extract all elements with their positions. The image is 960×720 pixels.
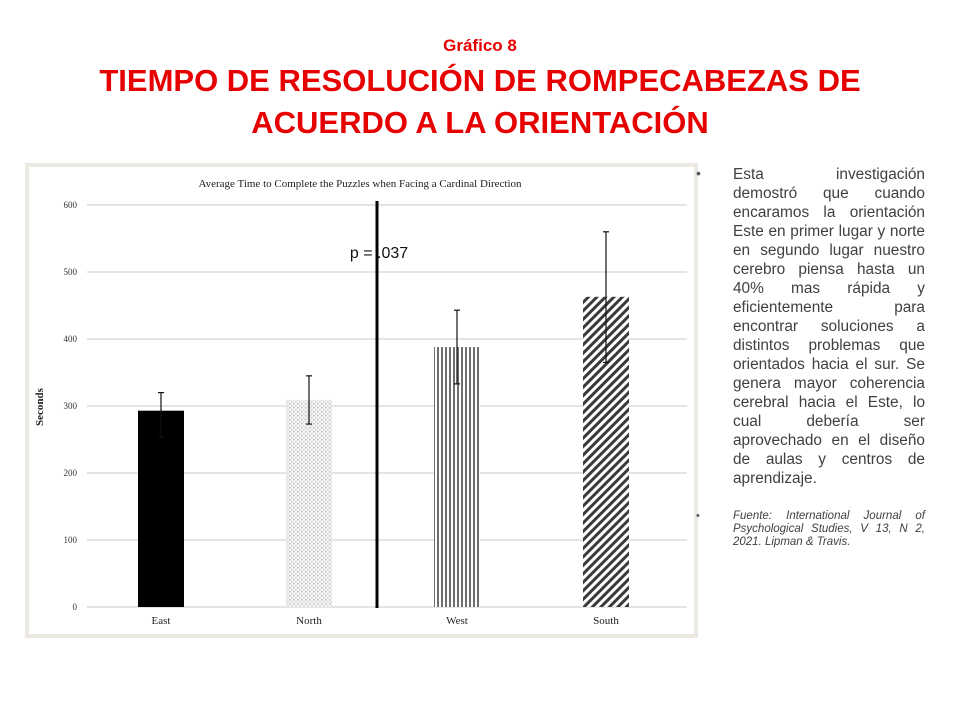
x-tick-label-south: South <box>593 615 619 627</box>
bar-chart <box>29 167 694 634</box>
x-tick-label-west: West <box>446 615 468 627</box>
y-axis-label: Seconds <box>34 388 46 426</box>
p-value-annotation: p = .037 <box>349 245 409 262</box>
slide-subtitle: Gráfico 8 <box>443 36 517 55</box>
bullet-list <box>696 165 925 549</box>
bar-east <box>138 411 184 607</box>
chart-title: Average Time to Complete the Puzzles when Facing a Cardinal Direction <box>198 178 522 190</box>
y-tick-label: 100 <box>63 535 77 545</box>
description-text: Esta investigación demostró que cuando encaramos la orientación Este en primer lugar y norte en segundo lugar nuestro cerebro piensa hasta un 40% mas rápida y eficientemente para encontrar soluciones a distintos problemas que orientados hacia el sur. Se genera mayor coherencia cerebral hacia el Este, lo cual debería ser aprovechado en el diseño de aulas y centros de aprendizaje. <box>733 166 925 487</box>
y-tick-label: 0 <box>72 602 77 612</box>
bar-west <box>434 347 480 607</box>
y-tick-label: 200 <box>63 468 77 478</box>
chart-area <box>29 167 694 634</box>
bar-north <box>286 400 332 607</box>
y-tick-label: 500 <box>63 267 77 277</box>
y-tick-label: 400 <box>63 334 77 344</box>
y-tick-label: 600 <box>63 200 77 210</box>
x-tick-label-north: North <box>296 615 322 627</box>
y-tick-label: 300 <box>63 401 77 411</box>
chart-frame <box>25 163 698 638</box>
source-text: Fuente: International Journal of Psychological Studies, V 13, N 2, 2021. Lipman & Travis. <box>733 510 925 548</box>
bullet-marker: • <box>696 165 701 181</box>
bullet-description <box>696 165 925 488</box>
bullet-marker: • <box>696 510 700 522</box>
slide-title: TIEMPO DE RESOLUCIÓN DE ROMPECABEZAS DE ACUERDO A LA ORIENTACIÓN <box>99 63 861 140</box>
bullet-source <box>696 510 925 549</box>
x-tick-label-east: East <box>151 615 171 627</box>
